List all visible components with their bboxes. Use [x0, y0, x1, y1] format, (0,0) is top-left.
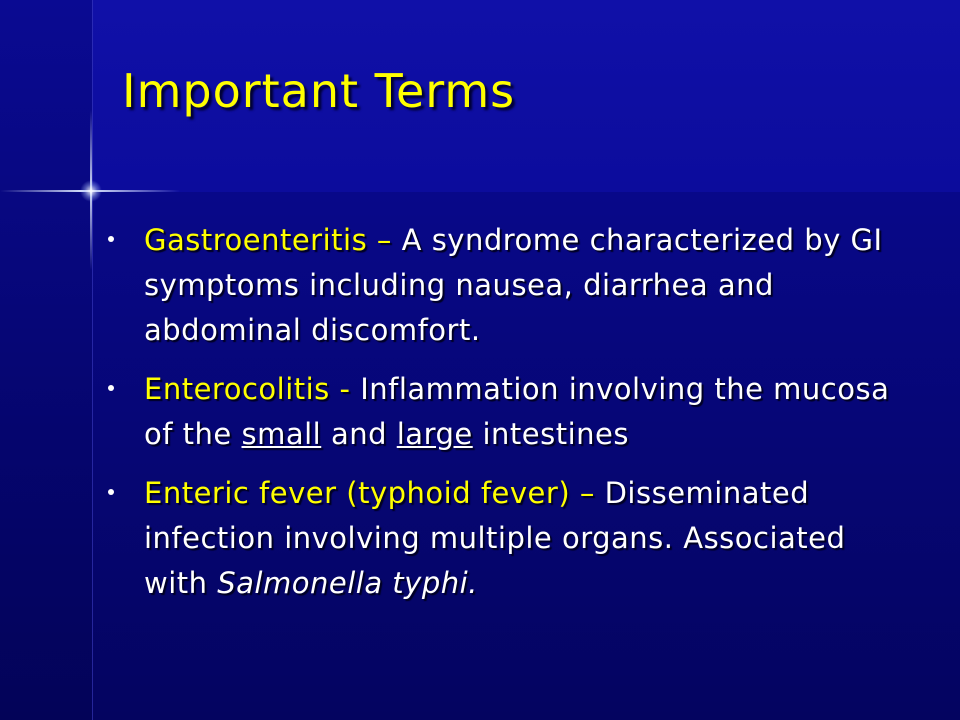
definition-enteric-fever: Disseminated infection involving multiple organs. Associated with [144, 476, 846, 600]
left-band [0, 0, 92, 720]
slide-title: Important Terms [122, 64, 516, 118]
organism-name: Salmonella typhi. [217, 566, 478, 600]
definition-enterocolitis-mid: and [321, 417, 397, 451]
underlined-large: large [396, 417, 473, 451]
term-enterocolitis: Enterocolitis [144, 372, 330, 406]
bullet-item-gastroenteritis [104, 218, 904, 353]
term-separator: - [329, 372, 361, 406]
term-typhoid-fever: typhoid fever [358, 476, 559, 510]
definition-enterocolitis-start: Inflammation involving the mucosa of the [144, 372, 890, 451]
term-gastroenteritis: Gastroenteritis [144, 223, 368, 257]
sparkle-star-icon [80, 180, 102, 202]
paren-open: ( [336, 476, 359, 510]
band-divider [92, 0, 93, 720]
bullet-icon [108, 489, 114, 495]
bullet-item-enterocolitis [104, 367, 904, 457]
definition-gastroenteritis: A syndrome characterized by GI symptoms including nausea, diarrhea and abdominal discomfort. [144, 223, 883, 347]
bullet-icon [108, 236, 114, 242]
bullet-item-enteric-fever [104, 471, 904, 606]
term-separator: – [367, 223, 402, 257]
bullet-icon [108, 385, 114, 391]
underlined-small: small [241, 417, 322, 451]
bullet-list [104, 218, 904, 620]
paren-close: ) – [558, 476, 605, 510]
definition-enterocolitis-end: intestines [472, 417, 629, 451]
term-enteric-fever: Enteric fever [144, 476, 337, 510]
